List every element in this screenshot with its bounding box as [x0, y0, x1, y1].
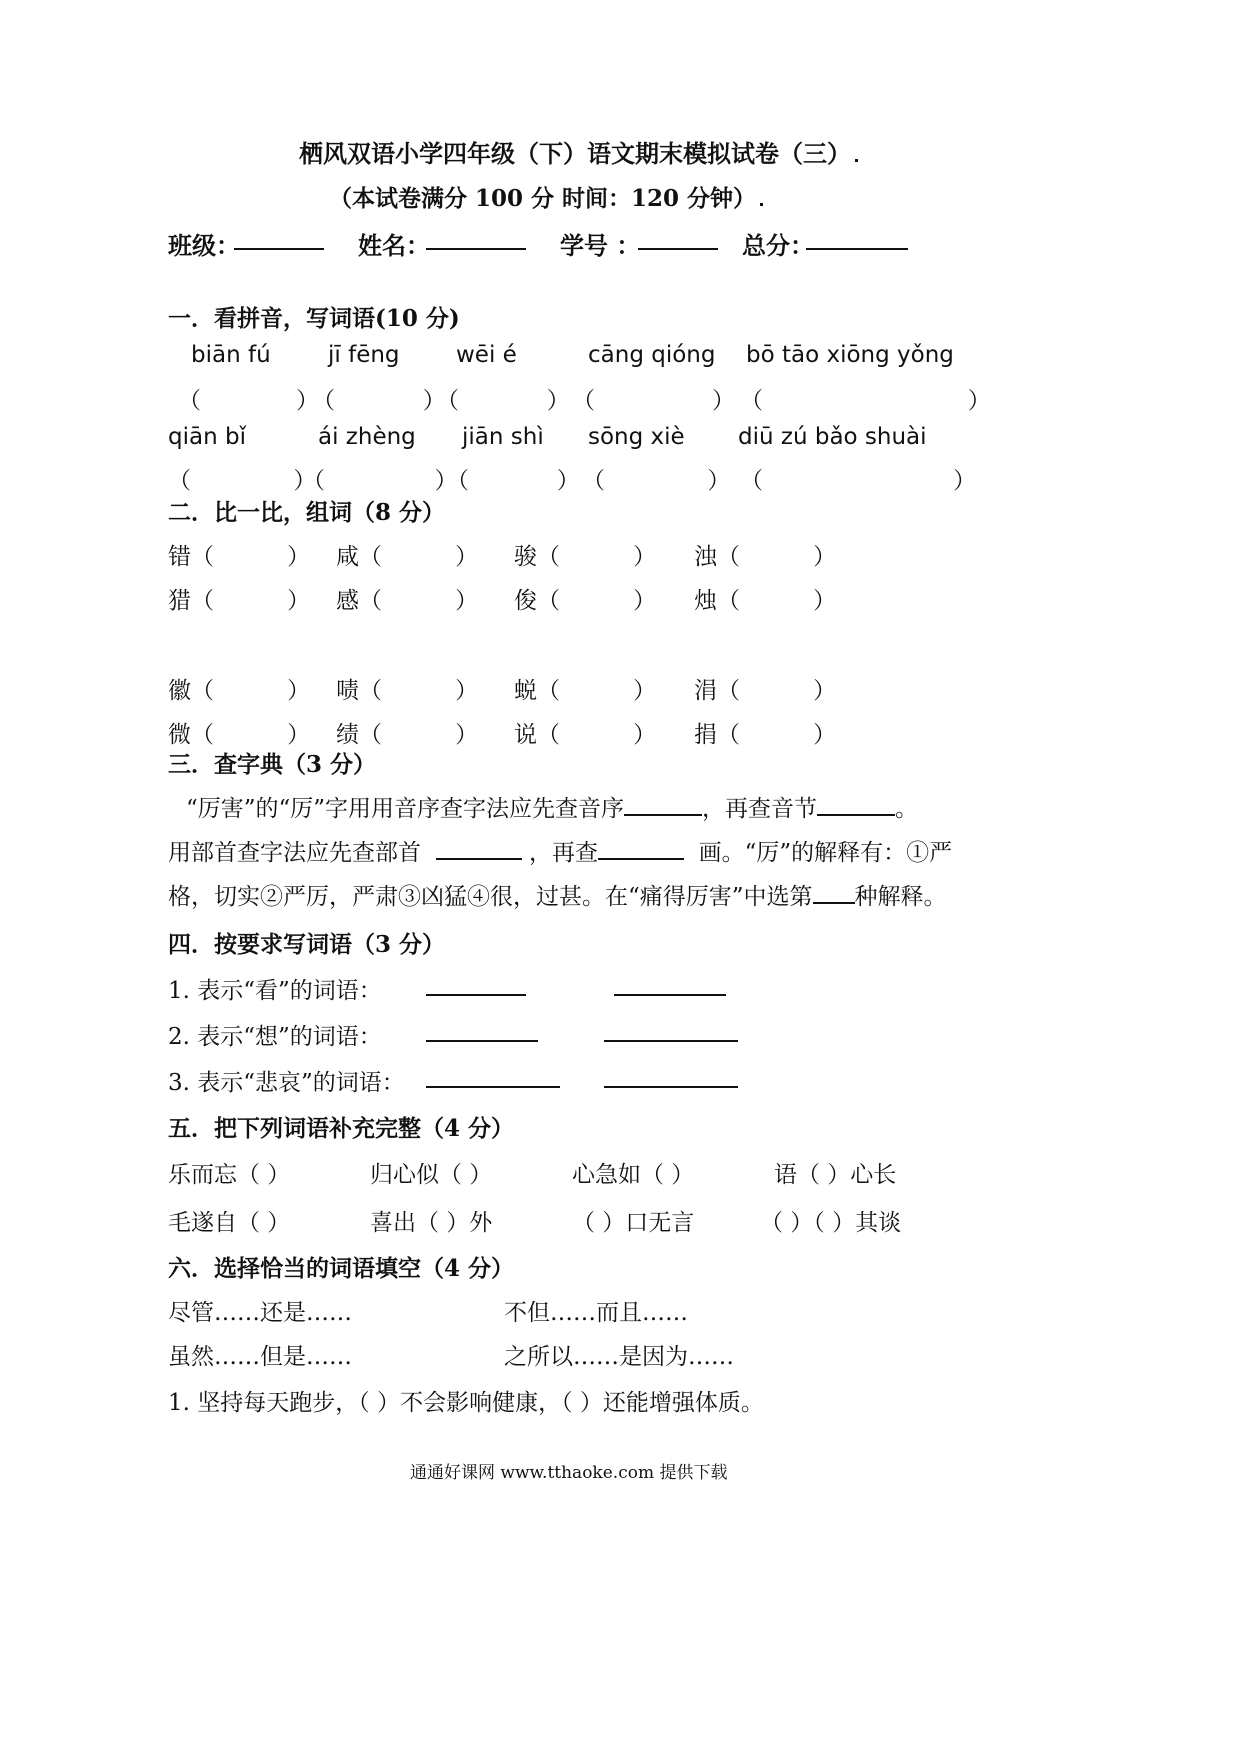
- compare-row-4c: 说（ ）: [514, 722, 657, 748]
- total-field[interactable]: [806, 248, 908, 250]
- idiom-8: （ ）（ ）其谈: [760, 1210, 902, 1236]
- compare-row-4a: 微（ ）: [168, 722, 311, 748]
- word-blank-3a[interactable]: [426, 1086, 560, 1088]
- answer-box-2[interactable]: （ ）: [312, 388, 446, 414]
- page-title: 栖风双语小学四年级（下）语文期末模拟试卷（三）: [299, 134, 858, 169]
- conjunction-option-4: 之所以……是因为……: [504, 1344, 734, 1370]
- blank-initial[interactable]: [624, 794, 702, 816]
- compare-row-1d: 浊（ ）: [694, 544, 837, 570]
- page-subtitle: （本试卷满分 100 分 时间：120 分钟）: [329, 180, 763, 213]
- answer-box-1[interactable]: （ ）: [178, 388, 320, 414]
- compare-row-2a: 猎（ ）: [168, 588, 311, 614]
- section-3-heading: 三．查字典（3 分）: [168, 751, 377, 778]
- idiom-6: 喜出（ ）外: [370, 1210, 493, 1236]
- idiom-4: 语（ ）心长: [774, 1162, 897, 1188]
- conjunction-option-1: 尽管……还是……: [168, 1300, 352, 1326]
- word-item-3: 3. 表示“悲哀”的词语：: [168, 1070, 405, 1096]
- class-label: 班级：: [168, 231, 240, 260]
- pinyin-2: jī fēng: [328, 342, 400, 368]
- pinyin-3: wēi é: [456, 342, 517, 368]
- idiom-3: 心急如（ ）: [572, 1162, 695, 1188]
- blank-radical[interactable]: [436, 838, 522, 860]
- pinyin-5: bō tāo xiōng yǒng: [746, 342, 954, 368]
- class-field[interactable]: [234, 248, 324, 250]
- number-label: 学号 ：: [560, 231, 641, 260]
- compare-row-1b: 咸（ ）: [336, 544, 479, 570]
- compare-row-3c: 蜕（ ）: [514, 678, 657, 704]
- pinyin-4: cāng qióng: [588, 342, 716, 368]
- idiom-1: 乐而忘（ ）: [168, 1162, 291, 1188]
- answer-box-8[interactable]: （ ）: [446, 468, 580, 494]
- compare-row-3b: 啧（ ）: [336, 678, 479, 704]
- idiom-2: 归心似（ ）: [370, 1162, 493, 1188]
- word-blank-2a[interactable]: [426, 1040, 538, 1042]
- word-blank-2b[interactable]: [604, 1040, 738, 1042]
- section-4-heading: 四．按要求写词语（3 分）: [168, 931, 446, 958]
- pinyin-7: ái zhèng: [318, 424, 416, 450]
- answer-box-10[interactable]: （ ）: [740, 468, 977, 494]
- word-blank-1b[interactable]: [614, 994, 726, 996]
- compare-row-2c: 俊（ ）: [514, 588, 657, 614]
- name-label: 姓名：: [358, 231, 430, 260]
- pinyin-6: qiān bǐ: [168, 424, 246, 450]
- idiom-5: 毛遂自（ ）: [168, 1210, 291, 1236]
- pinyin-10: diū zú bǎo shuài: [738, 424, 927, 450]
- dictionary-line-1: “厉害”的“厉”字用用音序查字法应先查音序 ，再查音节 。: [186, 796, 919, 822]
- answer-box-5[interactable]: （ ）: [740, 388, 991, 414]
- word-item-2: 2. 表示“想”的词语：: [168, 1024, 382, 1050]
- compare-row-3d: 涓（ ）: [694, 678, 837, 704]
- compare-row-1c: 骏（ ）: [514, 544, 657, 570]
- pinyin-1: biān fú: [191, 342, 271, 368]
- answer-box-7[interactable]: （ ）: [302, 468, 458, 494]
- section-5-heading: 五．把下列词语补充完整（4 分）: [168, 1115, 515, 1142]
- compare-row-3a: 徽（ ）: [168, 678, 311, 704]
- blank-strokes[interactable]: [598, 838, 684, 860]
- fill-question-1: 1. 坚持每天跑步，（ ）不会影响健康，（ ）还能增强体质。: [168, 1390, 764, 1416]
- conjunction-option-3: 虽然……但是……: [168, 1344, 352, 1370]
- compare-row-2d: 烛（ ）: [694, 588, 837, 614]
- pinyin-9: sōng xiè: [588, 424, 685, 450]
- section-6-heading: 六．选择恰当的词语填空（4 分）: [168, 1255, 515, 1282]
- section-2-heading: 二．比一比，组词（8 分）: [168, 499, 446, 526]
- section-1-heading: 一．看拼音，写词语(10 分): [168, 305, 460, 332]
- number-field[interactable]: [638, 248, 718, 250]
- total-label: 总分：: [742, 231, 814, 260]
- pinyin-8: jiān shì: [462, 424, 544, 450]
- word-item-1: 1. 表示“看”的词语：: [168, 978, 382, 1004]
- dictionary-line-3: 格，切实②严厉，严肃③凶猛④很，过甚。在“痛得厉害”中选第 种解释。: [168, 884, 947, 910]
- conjunction-option-2: 不但……而且……: [504, 1300, 688, 1326]
- compare-row-4b: 绩（ ）: [336, 722, 479, 748]
- answer-box-9[interactable]: （ ）: [582, 468, 731, 494]
- answer-box-3[interactable]: （ ）: [436, 388, 570, 414]
- name-field[interactable]: [426, 248, 526, 250]
- blank-syllable[interactable]: [817, 794, 895, 816]
- compare-row-1: 错（ ）: [168, 544, 311, 570]
- idiom-7: （ ）口无言: [572, 1210, 695, 1236]
- answer-box-4[interactable]: （ ）: [572, 388, 735, 414]
- answer-box-6[interactable]: （ ）: [168, 468, 317, 494]
- compare-row-4d: 捐（ ）: [694, 722, 837, 748]
- word-blank-3b[interactable]: [604, 1086, 738, 1088]
- word-blank-1a[interactable]: [426, 994, 526, 996]
- compare-row-2b: 感（ ）: [336, 588, 479, 614]
- blank-meaning[interactable]: [813, 882, 855, 904]
- dictionary-line-2: 用部首查字法应先查部首 ，再查 画。“厉”的解释有：①严: [168, 840, 953, 866]
- footer-source: 通通好课网 www.tthaoke.com 提供下载: [410, 1463, 728, 1483]
